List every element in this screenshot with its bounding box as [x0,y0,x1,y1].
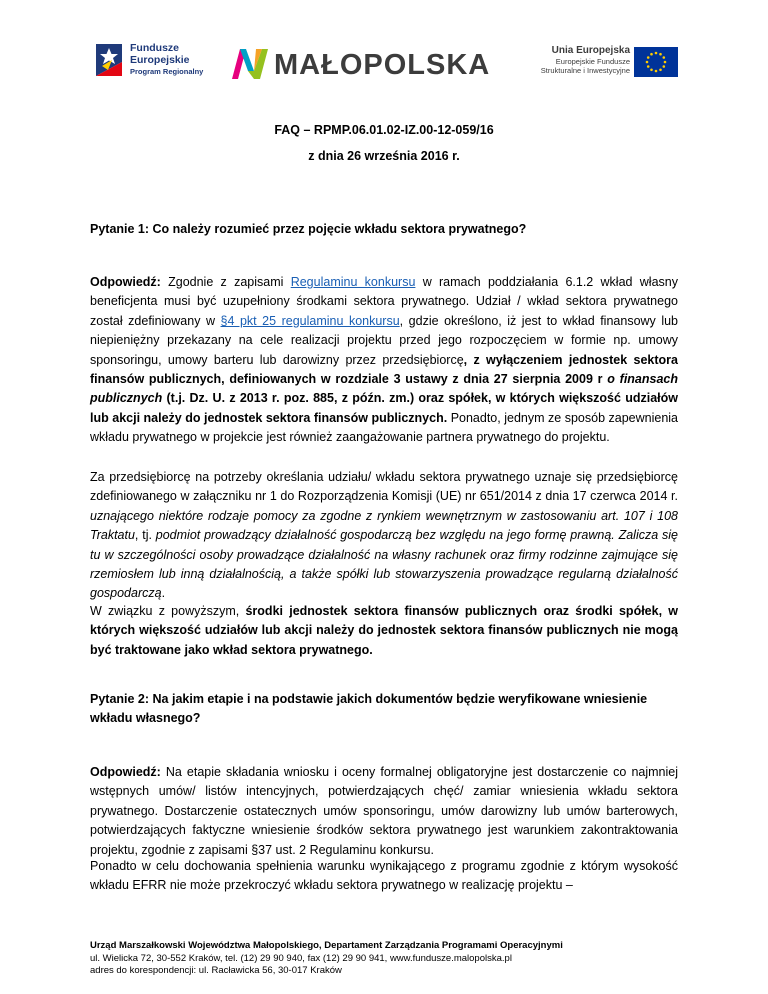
answer-2-text: Ponadto w celu dochowania spełnienia warunku wynikającego z programu zgodnie z którym wysokość wkładu EFRR nie może przekroczyć wkładu sektora prywatnego w realizację projektu – [90,859,678,893]
regulamin-konkursu-link[interactable]: Regulaminu konkursu [290,275,416,289]
page-footer [90,940,690,978]
answer-1-text: w ramach poddziałania 6.1.2 wkład własny beneficjenta musi być uzupełniony środkami sektora prywatnego. Udział / wkład sektora prywatnego został zdefiniowany w [90,275,678,328]
fe-logo-line3: Program Regionalny [130,67,204,76]
eu-flag-icon [634,47,678,77]
fe-star-icon [92,40,126,80]
answer-1-italic-text: podmiot prowadzący działalność gospodarczą bez względu na jego formę prawną. Zalicza się tu w szczególności osoby prowadzące działalność na własny rachunek oraz firmy rodzinne zajmujące się rzemiosłem lub inną działalnością, a także spółki lub stowarzyszenia prowadzące regularną działalność gospodarczą [90,528,678,601]
answer-1-bold-italic-text: o finansach publicznych [90,372,679,406]
answer-1-text: . [161,586,166,601]
answer-2-text: Na etapie składania wniosku i oceny formalnej obligatoryjne jest dostarczenie co najmniej wstępnych umów/ listów intencyjnych, potwierdzających chęć/ zamiar wniesienia wkładu sektora prywatnego. Dostarczenie ostatecznych umów sponsoringu, umów darowizny lub umów barterowych, potwierdzających faktyczne wniesienie środków sektora prywatnego jest warunkiem zakontraktowania projektu, zgodnie z zapisami §37 ust. 2 Regulaminu konkursu. [90,765,678,857]
footer-line-3: adres do korespondencji: ul. Racławicka 56, 30-017 Kraków [90,965,342,976]
answer-1-paragraph-2 [90,468,678,604]
answer-1-paragraph-3 [90,602,678,660]
ue-logo-line1: Unia Europejska [551,45,630,56]
answer-1-text: , gdzie określono, iż jest to wkład finansowy lub niepieniężny przekazany na cele realizacji projektu przed jego rozpoczęciem w formie np. umowy sponsoringu, umowy barteru lub darowizny przez przedsiębiorcę [90,313,678,367]
malopolska-m-icon [230,45,272,81]
question-2-text: Pytanie 2: Na jakim etapie i na podstawie jakich dokumentów będzie weryfikowane wniesienie wkładu własnego? [90,692,648,726]
answer-2-paragraph-2 [90,857,678,896]
answer-1-label: Odpowiedź: [90,275,161,289]
answer-2-paragraph-1 [90,763,678,860]
page-header [0,0,768,100]
question-1-text: Pytanie 1: Co należy rozumieć przez pojęcie wkładu sektora prywatnego? [90,222,527,236]
document-title: FAQ – RPMP.06.01.02-IZ.00-12-059/16 [274,123,494,137]
malopolska-logo [230,45,490,85]
answer-1-italic-text: uznającego niektóre rodzaje pomocy za zgodne z rynkiem wewnętrznym w zastosowaniu art. 107 i 108 Traktatu [90,508,678,543]
document-date: z dnia 26 września 2016 r. [308,149,460,163]
answer-1-text: Ponadto, jednym ze sposób zapewnienia wkładu prywatnego w projekcie jest również zaangażowanie partnera prywatnego do projektu. [90,410,679,445]
answer-1-text: W związku z powyższym, [90,604,240,618]
unia-europejska-logo [508,45,678,85]
fe-logo-line1: Fundusze [130,42,179,54]
malopolska-logo-text: MAŁOPOLSKA [274,49,491,81]
ue-logo-line2: Europejskie Fundusze [555,57,630,66]
answer-1-bold-text: (t.j. Dz. U. z 2013 r. poz. 885, z późn. zm.) oraz spółek, w których większość udziałów lub akcji należy do jednostek sektora finansów publicznych. [90,391,678,425]
answer-1-bold-text: środki jednostek sektora finansów publicznych oraz środki spółek, w których większość udziałów lub akcji należy do jednostek sektora finansów publicznych nie mogą być traktowane jako wkład sektora prywatnego. [90,604,678,657]
fundusze-europejskie-logo [92,40,232,84]
answer-2-label: Odpowiedź: [90,765,161,779]
answer-1-bold-text: , z wyłączeniem jednostek sektora finansów publicznych, definiowanych w rozdziale 3 ustawy z dnia 27 sierpnia 2009 r [90,352,678,387]
question-1 [90,220,678,239]
footer-line-1: Urząd Marszałkowski Województwa Małopolskiego, Departament Zarządzania Programami Operacyjnymi [90,940,563,951]
answer-1-text: Za przedsiębiorcę na potrzeby określania udziału/ wkładu sektora prywatnego uznaje się przedsiębiorcę zdefiniowanego w załączniku nr 1 do Rozporządzenia Komisji (UE) nr 651/2014 z dnia 17 czerwca 2014 r. [90,470,678,504]
paragraph-4-link[interactable]: §4 pkt 25 regulaminu konkursu [220,313,400,328]
answer-1-text: Zgodnie z zapisami [168,275,284,289]
answer-1-paragraph-1 [90,273,678,448]
footer-line-2: ul. Wielicka 72, 30-552 Kraków, tel. (12) 29 90 940, fax (12) 29 90 941, www.fundusze.malopolska.pl [90,952,512,964]
answer-1-text: , tj. [134,528,152,543]
ue-logo-line3: Strukturalne i Inwestycyjne [540,66,630,75]
question-2 [90,690,678,729]
fe-logo-line2: Europejskie [130,54,190,66]
